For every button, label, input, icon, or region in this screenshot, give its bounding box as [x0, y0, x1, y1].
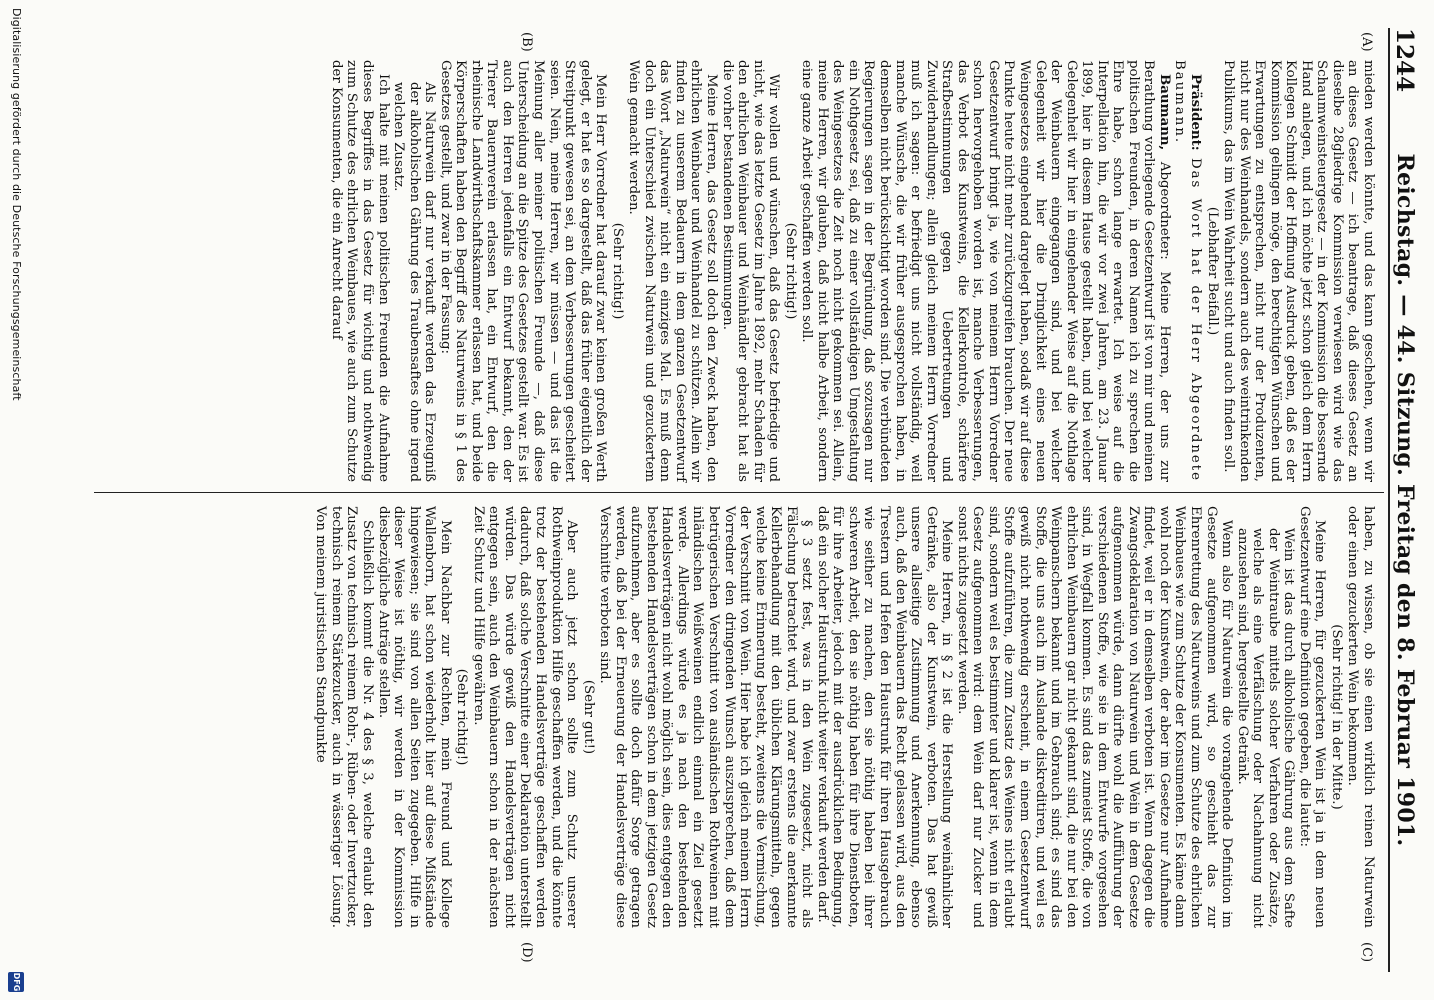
margin-marker-a: (A) [1359, 32, 1374, 52]
applause-note: (Sehr gut!) [580, 679, 596, 755]
applause-note: (Lebhafter Beifall.) [1204, 206, 1220, 336]
funding-credit: Digitalisierung gefördert durch die Deutsche Forschungsgemeinschaft [10, 8, 23, 401]
paragraph: Meine Herren, für gezuckerten Wein ist ja in dem neuen Gesetzentwurf eine Definition gegeben, die lautet: [1296, 506, 1328, 928]
column-divider [94, 492, 1384, 493]
paragraph: mieden werden könnte, und das kann geschehen, wenn wir an dieses Gesetz — ich beantrage, daß dieses Gesetz an dieselbe 28gliedrige Kommission verwiesen wird wie das Schaumweinsteuergesetz — in der Kommission die bessernde Hand anlegen, und ich möchte jetzt schon gleich dem Herrn Kollegen Schmidt der Hoffnung Ausdruck geben, daß es der Kommission gelingen möge, den berechtigten Wünschen und Erwartungen zu entsprechen, nicht nur der Produzenten, nicht nur des Weinhandels, sondern auch des weintrinkenden Publikums, das im Wein Wahrheit sucht und auch finden soll. [1221, 60, 1376, 482]
page-number: 1244 [1391, 28, 1418, 93]
page-header [1388, 28, 1420, 972]
paragraph: Mein Herr Vorredner hat darauf zwar keinen großen Werth gelegt, er hat es so dargestellt, daß das früher eigentlich der Streitpunkt gewesen sei, an dem Verbesserungen gescheitert seien. Nein, meine Herren, wir müssen — und das ist die Meinung aller meiner politischen Freunde —, daß diese Unterscheidung an die Spitze des Gesetzes gestellt war. Es ist auch den Herren jedenfalls ein Entwurf bekannt, den der Trierer Bauernverein erlassen hat, ein Entwurf, den die rheinische Landwirthschaftskammer erlassen hat, und beide Körperschaften haben den Begriff des Naturweins in § 1 des Gesetzes gestellt, und zwar in der Fassung: [437, 60, 609, 482]
applause-note: (Sehr richtig!) [609, 222, 625, 320]
margin-marker-b: (B) [519, 32, 534, 52]
margin-marker-c: (C) [1359, 942, 1374, 963]
footer-bar [4, 0, 26, 1000]
paragraph: haben, zu wissen, ob sie einen wirklich reinen Naturwein oder einen gezuckerten Wein bekommen. [1345, 506, 1376, 928]
paragraph: Schließlich kommt die Nr. 4 des § 3, welche erlaubt den Zusatz von technisch reinem Rohr-, Rüben- oder Invertzucker, technisch reinem Stärkezucker, auch in wässeriger Lösung. Von meinem juristischen Standpunkte [313, 506, 375, 928]
president-statement [1172, 60, 1203, 482]
dfg-logo-icon: DFG [8, 972, 24, 992]
paragraph: Ich halte mit meinen politischen Freunden die Aufnahme dieses Begriffes in das Gesetz für wichtig und nothwendig zum Schutze des ehrlichen Weinbaues, wie auch zum Schutze der Konsumenten, die ein Anrecht darauf [328, 60, 391, 482]
right-column [313, 506, 1376, 928]
paragraph: Wir wollen und wünschen, daß das Gesetz befriedige und nicht, wie das letzte Gesetz im Jahre 1892, mehr Schaden für den ehrlichen Weinbauer und Weinhändler gebracht hat als die vorher bestandenen Bestimmungen. [719, 60, 782, 482]
paragraph: Wenn also für Naturwein die vorangehende Definition im Gesetze aufgenommen wird, so geschieht das zur Ehrenrettung des Naturweins und zum Schutze des ehrlichen Weinbaues wie zum Schutze der Konsumenten. Es käme dann wohl noch der Kunstwein, der aber im Gesetze nur Aufnahme findet, weil er in demselben verboten ist. Wenn dagegen die Zwangsdeklaration von Naturwein und Wein in dem Gesetze aufgenommen würde, dann dürfte wohl die Aufführung der verschiedenen Stoffe, wie sie in dem Entwurfe vorgesehen sind, in Wegfall kommen. Es sind das zumeist Stoffe, die von ehrlichen Weinbauern gar nicht gekannt sind, die nur bei den Weinpanschern bekannt und im Gebrauch sind; es sind das Stoffe, die uns auch im Auslande diskreditiren, und weil es gewiß nicht nothwendig erscheint, in einem Gesetzentwurf Stoffe aufzuführen, die zum Zusatz des Weines nicht erlaubt sind, sondern weil es bestimmter und klarer ist, wenn in dem Gesetz aufgenommen wird: dem Wein darf nur Zucker und sonst nichts zugesetzt werden. [954, 506, 1235, 928]
running-title: Reichstag. — 44. Sitzung. Freitag den 8. Februar 1901. [1392, 153, 1418, 847]
paragraph: Meine Herren, in § 2 ist die Herstellung weinähnlicher Getränke, also der Kunstwein, verboten. Das hat gewiß unsere allseitige Zustimmung und Anerkennung, ebenso auch, daß den Weinbauern das Recht gelassen wird, aus den Trestern und Hefen den Haustrunk für ihren Hausgebrauch wie seither zu machen, den sie nöthig haben bei ihrer schweren Arbeit, den sie nöthig haben für ihre Dienstboten, für ihre Arbeiter, jedoch mit der ausdrücklichen Bedingung, daß ein solcher Haustrunk nicht weiter verkauft werden darf. [814, 506, 955, 928]
applause-note: (Sehr richtig!) [454, 668, 470, 766]
block-quote: Wein ist das durch alkoholische Gährung aus dem Safte der Weintraube mittels solcher Verfahren oder Zusätze, welche als eine Verfälschung oder Nachahmung nicht anzusehen sind, hergestellte Getränk. [1234, 528, 1297, 928]
block-quote: Als Naturwein darf nur verkauft werden das Erzeugniß der alkoholischen Gährung des Traubensaftes ohne irgend welchen Zusatz. [391, 82, 438, 482]
applause-note: (Sehr richtig! in der Mitte.) [1328, 624, 1344, 810]
speech-paragraph [799, 60, 1172, 482]
paragraph: Mein Nachbar zur Rechten, mein Freund und Kollege Wallenborn, hat schon wiederholt hier auf diese Mißstände hingewiesen; sie sind von allen Seiten zugegeben. Hilfe in dieser Weise ist nöthig, wir werden in der Kommission diesbezügliche Anträge stellen. [375, 506, 453, 928]
left-column [328, 60, 1376, 482]
margin-marker-d: (D) [519, 942, 534, 963]
paragraph: Meine Herren, das Gesetz soll doch den Zweck haben, den ehrlichen Weinbauer und Weinhandel zu schützen. Allein wir finden zu unserem Bedauern in dem ganzen Gesetzentwurf das Wort „Naturwein“ nicht ein einziges Mal. Es muß denn doch ein Unterschied zwischen Naturwein und gezuckertem Wein gemacht werden. [626, 60, 720, 482]
president-label: Präsident: [1187, 74, 1203, 151]
paragraph: § 3 setzt fest, was in den Wein zugesetzt, nicht als Fälschung betrachtet wird, und zwar erstens die anerkannte Kellerbehandlung mit den üblichen Klärungsmitteln, gegen welche keine Erinnerung besteht, zweitens die Vermischung, der Verschnitt von Wein. Hier habe ich gleich meinem Herrn Vorredner den dringenden Wunsch auszusprechen, daß dem betrügerischen Verschnitt von ausländischen Rothweinen mit inländischen Weißweinen endlich einmal ein Ziel gesetzt werde. Allerdings würde es ja nach den bestehenden Handelsverträgen nicht wohl möglich sein, dies entgegen den bestehenden Handelsverträgen schon in dem jetzigen Gesetz aufzunehmen, aber es sollte doch dafür Sorge getragen werden, daß bei der Erneuerung der Handelsverträge diese Verschnitte verboten sind. [597, 506, 815, 928]
applause-note: (Sehr richtig!) [782, 222, 798, 320]
speech-text: Abgeordneter: Meine Herren, der uns zur Berathung vorliegende Gesetzentwurf ist von mir und meinen politischen Freunden, in deren Namen ich zu sprechen die Ehre habe, schon lange erwartet. Ich weise auf die Interpellation hin, die wir vor zwei Jahren, am 23. Januar 1899, hier in diesem Hause gestellt haben, und bei welcher Gelegenheit wir hier in eingehender Weise auf die Nothlage der Weinbauern eingegangen sind, und bei welcher Gelegenheit wir hier die Dringlichkeit eines neuen Weingesetzes eingehend dargelegt haben, sodaß wir auf diese Punkte heute nicht mehr zurückzugreifen brauchen. Der neue Gesetzentwurf bringt ja, wie von meinem Herrn Vorredner schon hervorgehoben worden ist, manche Verbesserungen, das Verbot des Kunstweins, die Kellerkontrole, schärfere Strafbestimmungen gegen Uebertretungen und Zuwiderhandlungen; allein gleich meinem Herrn Vorredner muß ich sagen: er befriedigt uns nicht vollständig, weil manche Wünsche, die wir früher ausgesprochen haben, in demselben nicht berücksichtigt worden sind. Die verbündeten Regierungen sagen in der Begründung, daß sozusagen nur ein Nothgesetz sei, daß zu einer vollständigen Umgestaltung des Weingesetzes die Zeit noch nicht gekommen sei. Allein, meine Herren, wir glauben, daß nicht halbe Arbeit, sondern eine ganze Arbeit geschaffen werden soll. [799, 60, 1172, 482]
speaker-name: Baumann, [1156, 74, 1172, 151]
paragraph: Aber auch jetzt schon sollte zum Schutz unserer Rothweinproduktion Hilfe geschaffen werden, und die könnte trotz der bestehenden Handelsverträge geschaffen werden dadurch, daß solche Verschnitte einer Deklaration unterstellt würden. Das würde gewiß den Handelsverträgen nicht entgegen sein, auch den Weinbauern schon in der nächsten Zeit Schutz und Hilfe gewähren. [470, 506, 580, 928]
president-text: Das Wort hat der Herr Abgeordnete Baumann. [1172, 60, 1203, 483]
